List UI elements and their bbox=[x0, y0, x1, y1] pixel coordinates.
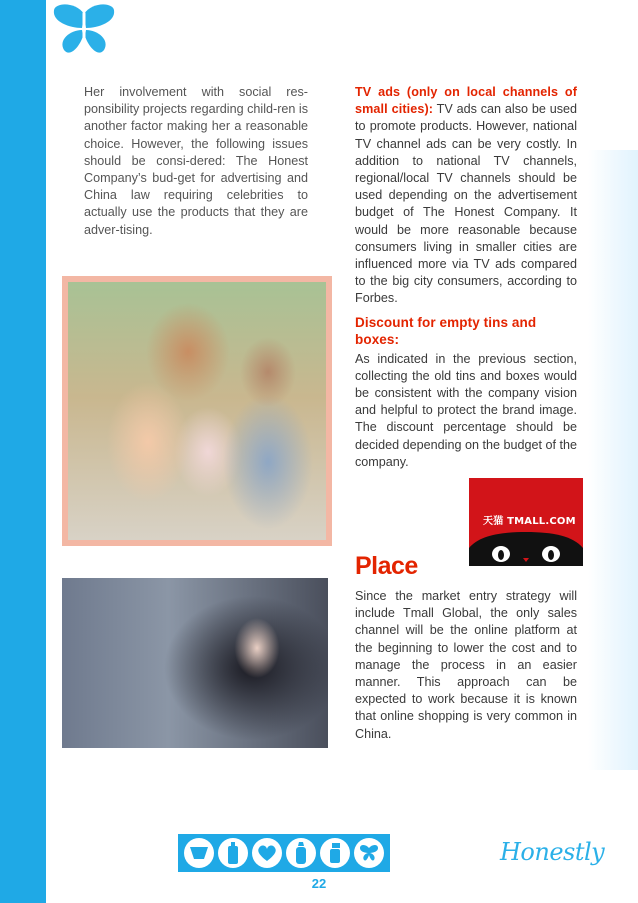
footer-product-icons bbox=[178, 834, 390, 872]
place-body: Since the market entry strategy will include Tmall Global, the only sales channel will be the online platform at the beginning to lower the cost and to manage the process in an easier manner. This approach can be expected to work because it is known that online shopping is very common in China. bbox=[355, 589, 577, 741]
tv-ads-heading: TV ads (only on local channels of small cities): bbox=[355, 85, 577, 117]
page-number: 22 bbox=[311, 876, 327, 891]
heart-icon bbox=[252, 838, 282, 868]
tv-ads-body: TV ads can also be used to promote products. However, national TV channel ads can be very costly. In addition to national TV channels, regional/local TV channels should be used depending on the advertisement budget of The Honest Company. It would be more reasonable because consumers living in smaller cities are influenced more via TV ads compared to the big city consumers, according to Forbes. bbox=[355, 102, 577, 306]
place-heading: Place bbox=[355, 552, 418, 580]
discount-heading: Discount for empty tins and boxes: bbox=[355, 314, 537, 347]
tv-ads-paragraph bbox=[355, 84, 577, 308]
tmall-cat-icon bbox=[469, 530, 583, 566]
celebrity-photo bbox=[62, 578, 328, 748]
baby-bottle-icon bbox=[286, 838, 316, 868]
logo bbox=[46, 0, 122, 58]
butterfly-small-icon bbox=[354, 838, 384, 868]
diaper-icon bbox=[184, 838, 214, 868]
right-column bbox=[355, 84, 577, 471]
family-photo bbox=[62, 276, 332, 546]
spray-icon bbox=[320, 838, 350, 868]
tmall-label: 天猫 TMALL.COM bbox=[483, 516, 576, 527]
bottle-icon bbox=[218, 838, 248, 868]
brand-wordmark: Honestly bbox=[500, 838, 605, 866]
right-decorative-fade bbox=[588, 150, 638, 770]
butterfly-icon bbox=[46, 0, 122, 58]
left-accent-bar bbox=[0, 0, 46, 903]
left-paragraph: Her involvement with social res-ponsibility projects regarding child-ren is another factor making her a reasonable choice. However, the following issues should be consi-dered: The Honest Company’s bud-get for advertising and China law requiring celebrities to actually use the products that they are adver-tising. bbox=[84, 85, 308, 237]
discount-body: As indicated in the previous section, collecting the old tins and boxes would be consistent with the company vision and helpful to protect the brand image. The discount percentage should be decided depending on the budget of the company. bbox=[355, 351, 577, 469]
family-photo-image bbox=[68, 282, 326, 540]
tmall-logo bbox=[469, 478, 583, 566]
